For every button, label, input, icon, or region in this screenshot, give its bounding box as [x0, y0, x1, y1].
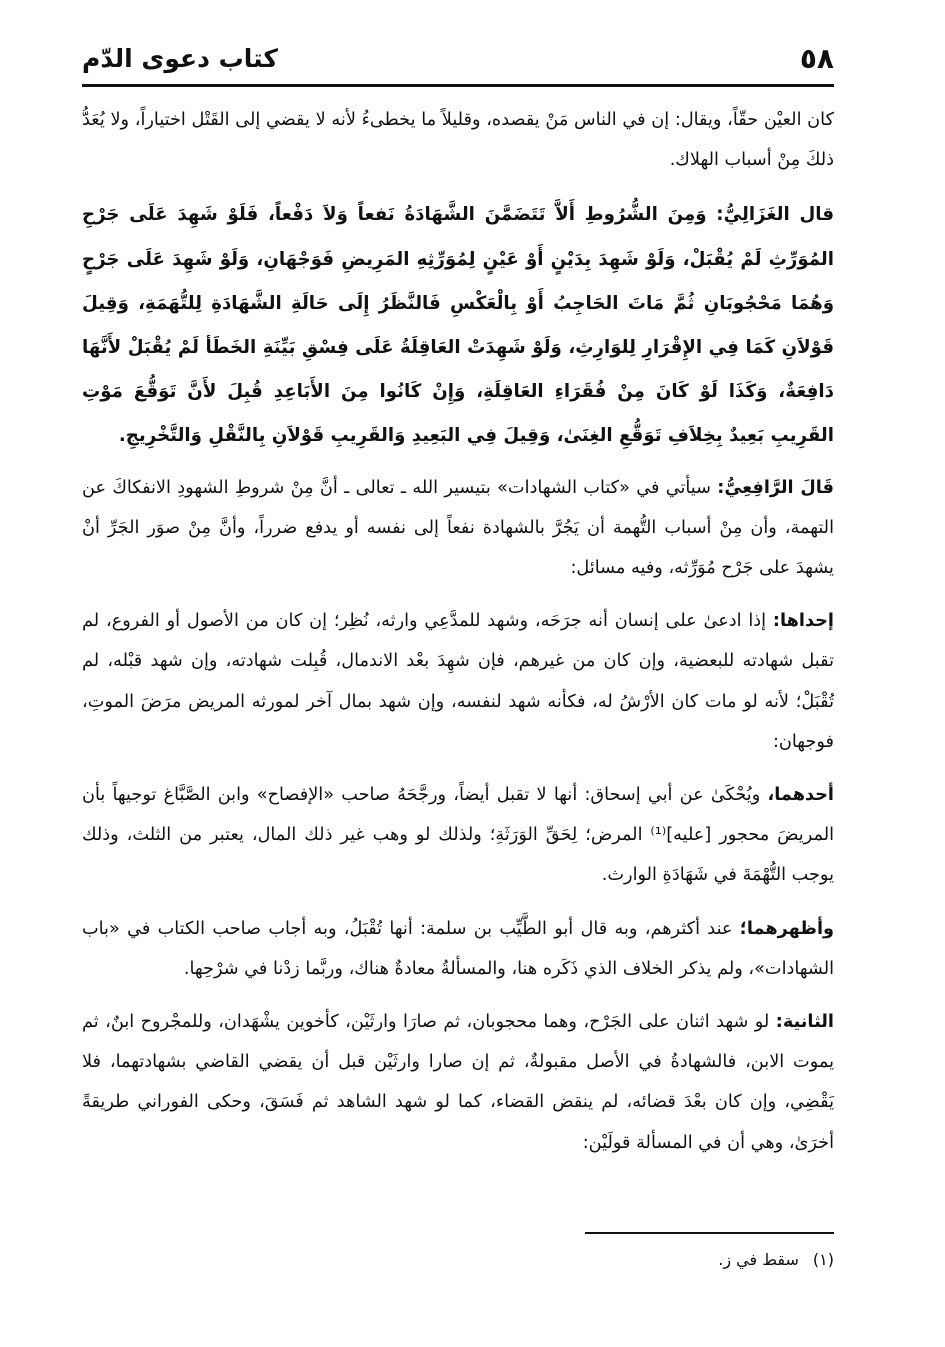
paragraph-text: قال الغَزَالِيُّ: وَمِنَ الشُّرُوطِ أَلاَّ تَتَضَمَّنَ الشَّهَادَةُ نَفعاً وَلاَ دَفْعاً، فَلَوْ شَهِدَ عَلَى جَرْحِ المُوَرِّثِ لَمْ يُقْبَلْ، وَلَوْ شَهِدَ بِدَيْنٍ أَوْ عَيْنٍ لِمُوَرِّثِهِ المَرِيضِ فَوَجْهَانِ، وَلَوْ شَهِدَ عَلَى جَرْحٍ وَهُمَا مَحْجُوبَانِ ثُمَّ مَاتَ الحَاجِبُ أَوْ بِالْعَكْسِ فَالنَّظَرُ إِلَى حَالَةِ الشَّهَادَةِ لِلتُّهَمَةِ، وَقِيلَ قَوْلاَنِ كَمَا فِي الإِقْرَارِ لِلوَارِثِ، وَلَوْ شَهِدَتْ العَاقِلَةُ عَلَى فِسْقِ بَيِّنَةِ الخَطَأ لَمْ يُقْبَلْ لأَنَّهَا دَافِعَةٌ، وَكَذَا لَوْ كَانَ مِنْ فُقَرَاءِ العَاقِلَةِ، وَإِنْ كَانُوا مِنَ الأَبَاعِدِ قُبِلَ لأَنَّ تَوَقُّعَ مَوْتِ القَرِيبِ بَعِيدٌ بِخِلاَفِ تَوَقُّعِ الغِنَىٰ، وَقِيلَ فِي البَعِيدِ وَالقَرِيبِ قَوْلاَنِ بِالنَّقْلِ وَالتَّخْرِيجِ.: [82, 204, 834, 447]
paragraph-text: ويُحْكَىٰ عن أبي إسحاق: أنها لا تقبل أيضاً، ورجَّحَهُ صاحب «الإفصاح» وابن الصَّبَّاغ توجيهاً بأن المريضَ محجور [عليه]⁽¹⁾ المرض؛ لِحَقِّ الوَرَثَةِ؛ ولذلك لو وهب غير ذلك المال، يعتبر من الثلث، وذلك يوجب التُّهْمَةَ في شَهَادَةِ الوارث.: [82, 785, 834, 886]
page-header: [82, 42, 834, 82]
paragraph-text: عند أكثرهم، وبه قال أبو الطَّيِّب بن سلمة: أنها تُقْبَلُ، وبه أجاب صاحب الكتاب في «باب الشهادات»، ولم يذكر الخلاف الذي ذَكَره هنا، والمسألةُ معادةٌ هناك، وربَّما زدْنا في شرْحِها.: [82, 918, 834, 979]
paragraph-first-view: [82, 775, 834, 896]
page-number: ٥٨: [799, 42, 834, 75]
paragraph-text: لو شهد اثنان على الجَرْح، وهما محجوبان، ثم صارَا وارثَيْن، كأخوين يشْهَدان، وللمجْروح ابنٌ، ثم يموت الابن، فالشهادةُ في الأصل مقبولةٌ، ثم إن صارا وارثَيْن قبل أن يقضي القاضي بشهادتهما، فلا يَقْضِي، وإن كان بعْدَ قضائه، لم ينقض القضاء، كما لو شهد الشاهد ثم فَسَقَ، وحكى الفوراني طريقةً أخرَىٰ، وهي أن في المسألة قولَيْن:: [82, 1012, 834, 1153]
paragraph-lead: أحدهما،: [767, 785, 834, 806]
paragraph-second-issue: [82, 1002, 834, 1163]
footnote-text: سقط في ز.: [718, 1250, 799, 1269]
running-title: كتاب دعوى الدّم: [82, 44, 278, 73]
paragraph-rafii: [82, 468, 834, 589]
paragraph-text: سيأتي في «كتاب الشهادات» بتيسير الله ـ تعالى ـ أنَّ مِنْ شروطِ الشهودِ الانفكاكَ عن التهمة، وأن مِنْ أسباب التُّهمة أن يَجُرَّ بالشهادة نفعاً إلى نفسه أو يدفع ضرراً، وأنَّ مِنْ صوَر الجَرِّ أنْ يشهدَ على جَرْح مُوَرِّثه، وفيه مسائل:: [82, 477, 834, 579]
paragraph-lead: الثانية:: [775, 1012, 834, 1033]
footnote-number: (١): [812, 1250, 834, 1269]
paragraph-intro: [82, 100, 834, 180]
paragraph-text: كان العيْن حقّاً، ويقال: إن في الناس مَنْ يقصده، وقليلاً ما يخطىءُ لأنه لا يقضي إلى القَتْل اختياراً، ولا يُعَدُّ ذلكَ مِنْ أسباب الهلاك.: [82, 110, 834, 171]
main-text: [82, 100, 834, 1176]
paragraph-lead: إحداها:: [772, 611, 834, 632]
header-divider: [82, 84, 834, 87]
footnote: [82, 1246, 834, 1274]
paragraph-first-issue: [82, 601, 834, 762]
paragraph-preferred-view: [82, 909, 834, 989]
paragraph-lead: وأظهرهما؛: [739, 918, 834, 939]
paragraph-ghazali-quote: [82, 193, 834, 458]
paragraph-lead: قَالَ الرَّافِعِيُّ:: [717, 477, 835, 498]
footnote-divider: [585, 1232, 834, 1234]
paragraph-text: إذا ادعىٰ على إنسان أنه جرَحَه، وشهد للمدَّعِي وارثه، نُظِر؛ إن كان من الأصول أو الفروع، لم تقبل شهادته للبعضية، وإن كان من غيرهم، فإن شهِدَ بعْد الاندمال، قُبِلت شهادته، وإن شهد قبْله، لم تُقْبَلْ؛ لأنه لو مات كان الأرْشُ له، فكأنه شهد لنفسه، وإن شهد بمال آخر لمورثه المريض مرَضَ الموتِ، فوجهان:: [82, 611, 834, 752]
